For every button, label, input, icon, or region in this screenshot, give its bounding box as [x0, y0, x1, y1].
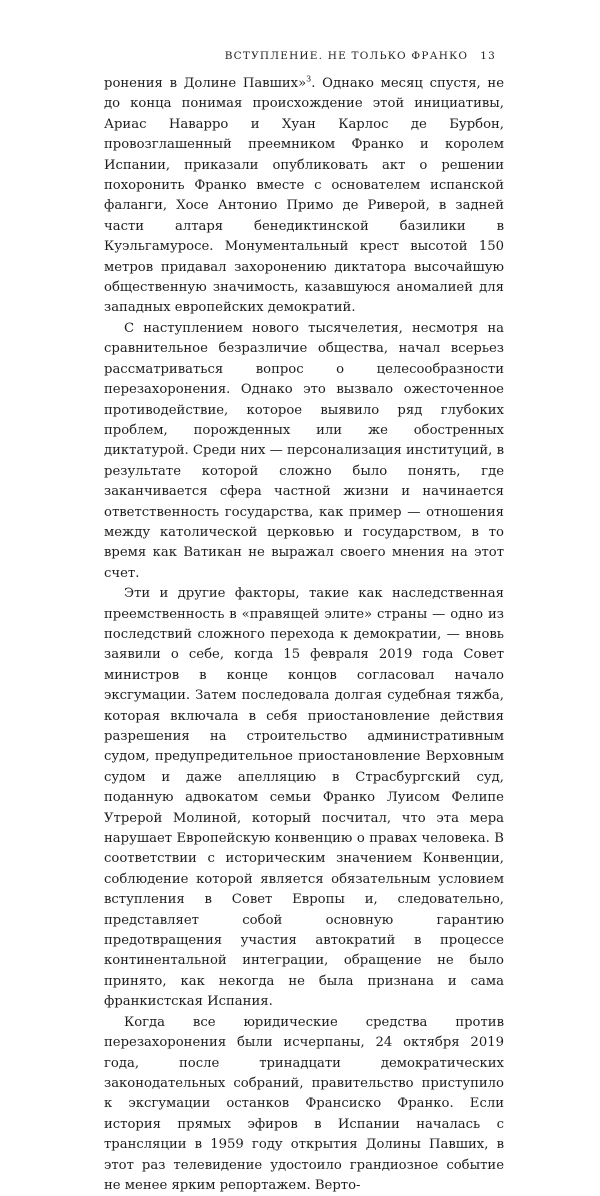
paragraph-1: [104, 74, 504, 319]
running-head: [225, 50, 496, 62]
footnote-marker[interactable]: 3: [306, 74, 312, 84]
paragraph-1-text: ронения в Долине Павших»: [104, 76, 307, 91]
paragraph-2: С наступлением нового тысячелетия, несмотря на сравнительное безразличие общества, начал всерьез рассматриваться вопрос о целесообразности перезахоронения. Однако это вызвало ожесточенное противодействие, которое выявило ряд глубоких проблем, порожденных или же обостренных диктатурой. Среди них — персонализация институций, в результате которой сложно было понять, где заканчивается сфера частной жизни и начинается ответственность государства, как пример — отношения между католической церковью и государством, в то время как Ватикан не выражал своего мнения на этот счет.: [104, 320, 504, 581]
paragraph-1-text-cont: . Однако месяц спустя, не до конца понимая происхождение этой инициативы, Ариас Наварро и Хуан Карлос де Бурбон, провозглашенный преемником Франко и королем Испании, приказали опубликовать акт о решении похоронить Франко вместе с основателем испанской фаланги, Хосе Антонио Примо де Риверой, в задней части алтаря бенедиктинской базилики в Куэльгамуросе. Монументальный крест высотой 150 метров придавал захоронению диктатора высочайшую общественную значимость, казавшуюся аномалией для западных европейских демократий.: [104, 76, 504, 316]
body-text: [104, 74, 504, 1196]
page-number: 13: [480, 50, 496, 62]
running-title: ВСТУПЛЕНИЕ. НЕ ТОЛЬКО ФРАНКО: [224, 50, 469, 62]
paragraph-3: Эти и другие факторы, такие как наследственная преемственность в «правящей элите» страны — одно из последствий сложного перехода к демократии, — вновь заявили о себе, когда 15 февраля 2019 года Совет министров в конце концов согласовал начало эксгумации. Затем последовала долгая судебная тяжба, которая включала в себя приостановление действия разрешения на строительство административным судом, предупредительное приостановление Верховным судом и даже апелляцию в Страсбургский суд, поданную адвокатом семьи Франко Луисом Фелипе Утрерой Молиной, который посчитал, что эта мера нарушает Европейскую конвенцию о правах человека. В соответствии с историческим значением Конвенции, соблюдение которой является обязательным условием вступления в Совет Европы и, следовательно, представляет собой основную гарантию предотвращения участия автократий в процессе континентальной интеграции, обращение не было принято, как некогда не была признана и сама франкистская Испания.: [104, 586, 504, 1010]
paragraph-4: Когда все юридические средства против перезахоронения были исчерпаны, 24 октября 2019 года, после тринадцати демократических законодательных собраний, правительство приступило к эксгумации останков Франсиско Франко. Если история прямых эфиров в Испании началась с трансляции в 1959 году открытия Долины Павших, в этот раз телевидение удостоило грандиозное событие не менее ярким репортажем. Верто-: [104, 1014, 504, 1193]
